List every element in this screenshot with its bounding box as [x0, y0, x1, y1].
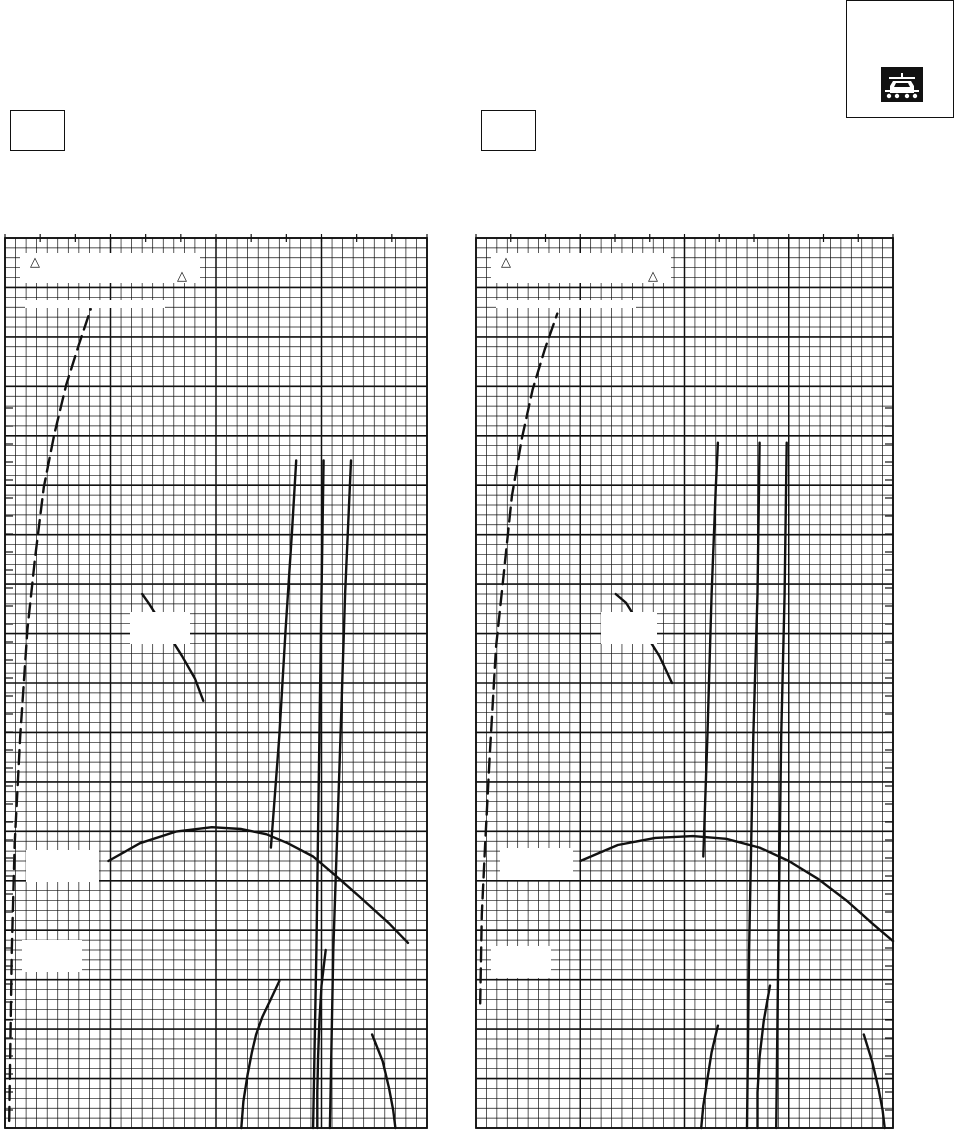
label-box	[491, 946, 551, 978]
scale-label-box	[25, 300, 165, 308]
label-box	[22, 940, 82, 972]
scale-label-box	[496, 300, 636, 308]
legend-marker: △	[177, 269, 187, 284]
legend-marker: △	[648, 269, 658, 284]
label-box	[601, 612, 657, 644]
legend-box	[491, 253, 671, 283]
legend-marker: △	[30, 255, 40, 270]
legend-box	[20, 253, 200, 283]
label-box	[26, 850, 99, 882]
legend-marker: △	[501, 255, 511, 270]
label-box	[130, 612, 190, 644]
label-box	[500, 848, 573, 880]
